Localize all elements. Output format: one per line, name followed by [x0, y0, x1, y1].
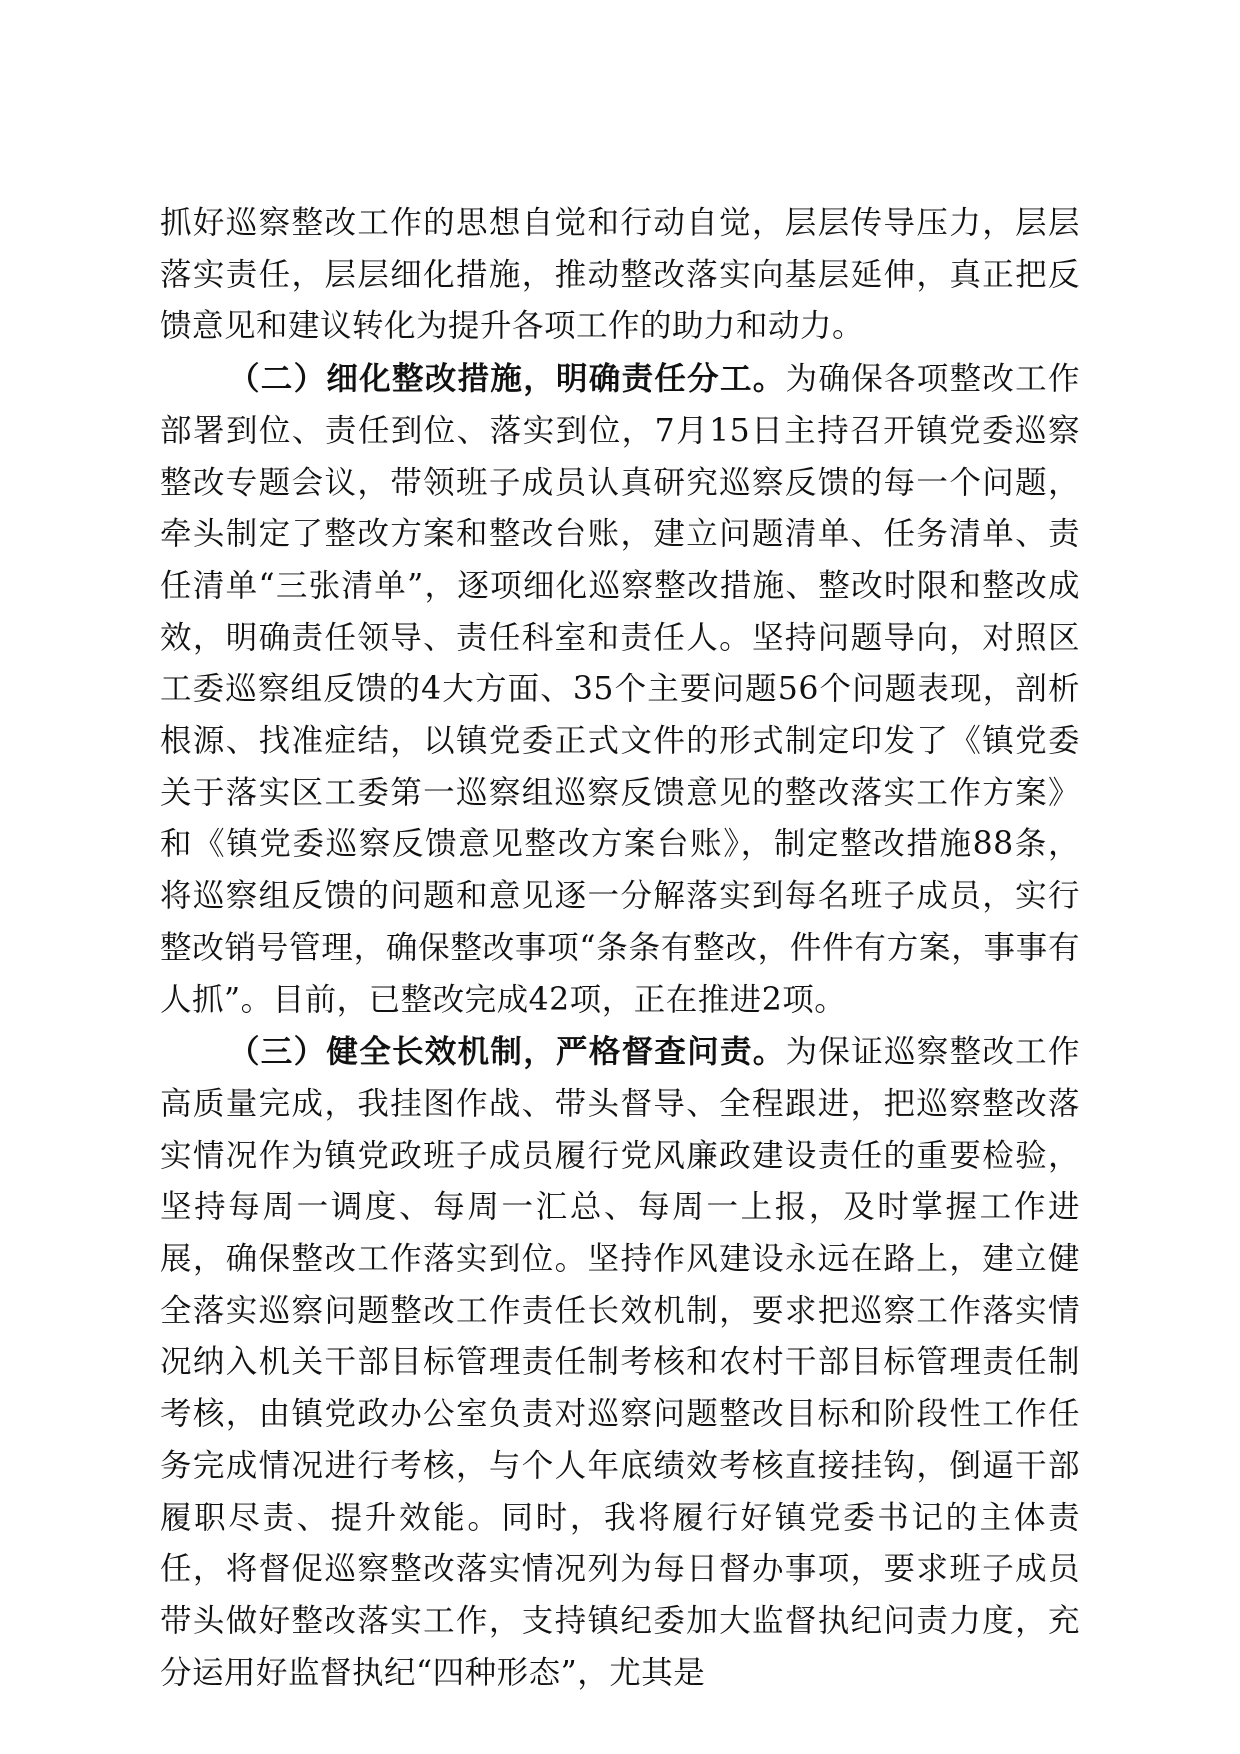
paragraph-section-two: [160, 353, 1080, 1026]
paragraph-section-three: [160, 1026, 1080, 1699]
paragraph-text: 抓好巡察整改工作的思想自觉和行动自觉，层层传导压力，层层落实责任，层层细化措施，推动整改落实向基层延伸，真正把反馈意见和建议转化为提升各项工作的助力和动力。: [160, 205, 1080, 345]
paragraph-text: 为确保各项整改工作部署到位、责任到位、落实到位，7月15日主持召开镇党委巡察整改专题会议，带领班子成员认真研究巡察反馈的每一个问题，牵头制定了整改方案和整改台账，建立问题清单、任务清单、责任清单“三张清单”，逐项细化巡察整改措施、整改时限和整改成效，明确责任领导、责任科室和责任人。坚持问题导向，对照区工委巡察组反馈的4大方面、35个主要问题56个问题表现，剖析根源、找准症结，以镇党委正式文件的形式制定印发了《镇党委关于落实区工委第一巡察组巡察反馈意见的整改落实工作方案》和《镇党委巡察反馈意见整改方案台账》，制定整改措施88条，将巡察组反馈的问题和意见逐一分解落实到每名班子成员，实行整改销号管理，确保整改事项“条条有整改，件件有方案，事事有人抓”。目前，已整改完成42项，正在推进2项。: [160, 361, 1080, 1018]
section-heading: （三）健全长效机制，严格督查问责。: [228, 1033, 786, 1071]
document-body: [160, 198, 1080, 1699]
paragraph-text: 为保证巡察整改工作高质量完成，我挂图作战、带头督导、全程跟进，把巡察整改落实情况作为镇党政班子成员履行党风廉政建设责任的重要检验，坚持每周一调度、每周一汇总、每周一上报，及时掌握工作进展，确保整改工作落实到位。坚持作风建设永远在路上，建立健全落实巡察问题整改工作责任长效机制，要求把巡察工作落实情况纳入机关干部目标管理责任制考核和农村干部目标管理责任制考核，由镇党政办公室负责对巡察问题整改目标和阶段性工作任务完成情况进行考核，与个人年底绩效考核直接挂钩，倒逼干部履职尽责、提升效能。同时，我将履行好镇党委书记的主体责任，将督促巡察整改落实情况列为每日督办事项，要求班子成员带头做好整改落实工作，支持镇纪委加大监督执纪问责力度，充分运用好监督执纪“四种形态”，尤其是: [160, 1034, 1080, 1691]
paragraph-continuation: [160, 198, 1080, 353]
section-heading: （二）细化整改措施，明确责任分工。: [228, 360, 786, 398]
